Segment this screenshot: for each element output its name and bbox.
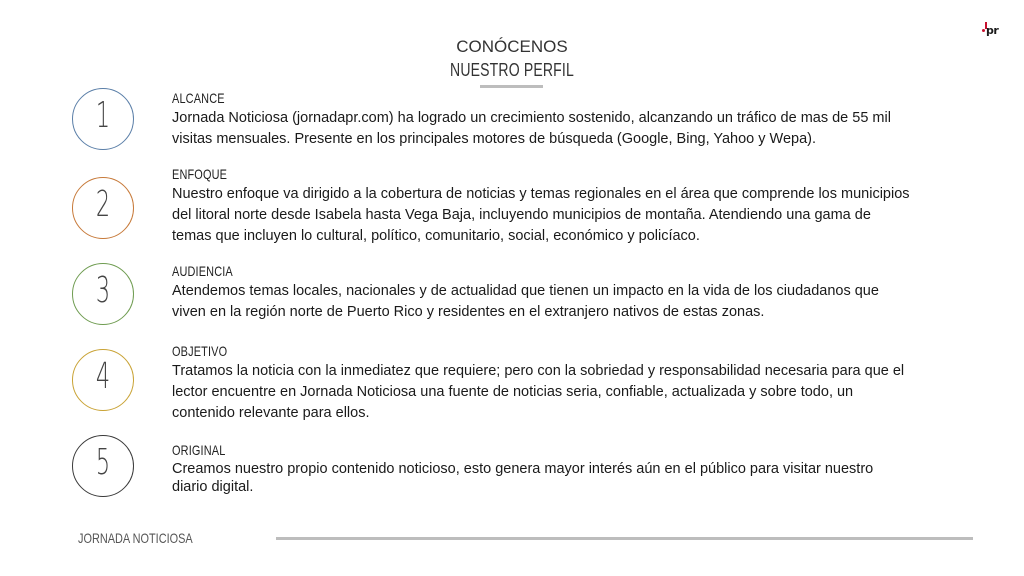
number-circle-1 [72,88,134,150]
body-line: visitas mensuales. Presente en los principales motores de búsqueda (Google, Bing, Yahoo y Wepa). [172,131,817,147]
section-audiencia [172,261,972,323]
circle-number: 3 [95,270,111,311]
body-line: del litoral norte desde Isabela hasta Vega Baja, incluyendo municipios de montaña. Atendiendo una gama de [172,207,871,223]
section-body [172,281,972,323]
body-line: temas que incluyen lo cultural, político, comunitario, social, económico y policíaco. [172,228,700,244]
body-line: Nuestro enfoque va dirigido a la cobertura de noticias y temas regionales en el área que comprende los municipios [172,186,910,202]
number-circle-4 [72,349,134,411]
section-heading: ALCANCE [172,90,225,106]
section-heading: ORIGINAL [172,442,226,458]
circle-number: 1 [95,95,111,136]
circle-number: 2 [95,184,111,225]
logo-dot [982,29,985,32]
footer-label: JORNADA NOTICIOSA [78,530,193,546]
body-line: Jornada Noticiosa (jornadapr.com) ha logrado un crecimiento sostenido, alcanzando un tráfico de mas de 55 mil [172,110,891,126]
body-line: Tratamos la noticia con la inmediatez que requiere; pero con la sobriedad y responsabilidad necesaria para que el [172,363,905,379]
section-enfoque [172,164,972,247]
number-circle-2 [72,177,134,239]
body-line: viven en la región norte de Puerto Rico y residentes en el extranjero nativos de estas zonas. [172,304,765,320]
page-title: CONÓCENOS [456,37,568,56]
section-heading: AUDIENCIA [172,263,233,279]
body-line: Atendemos temas locales, nacionales y de actualidad que tienen un impacto en la vida de los ciudadanos que [172,283,879,299]
section-original [172,440,972,496]
page-subtitle: NUESTRO PERFIL [450,60,574,80]
footer-divider [276,537,973,540]
section-heading: OBJETIVO [172,343,228,359]
body-line: lector encuentre en Jornada Noticiosa una fuente de noticias seria, confiable, actualizada y sobre todo, un [172,384,854,400]
section-alcance [172,88,972,150]
section-body [172,361,972,424]
number-circle-5 [72,435,134,497]
body-line: Creamos nuestro propio contenido noticioso, esto genera mayor interés aún en el público para visitar nuestro [172,461,874,477]
number-circle-3 [72,263,134,325]
body-line: diario digital. [172,479,254,495]
body-line: contenido relevante para ellos. [172,405,370,421]
circle-number: 4 [95,356,111,397]
section-heading: ENFOQUE [172,166,228,182]
section-objetivo [172,341,972,424]
section-body [172,460,972,496]
circle-number: 5 [95,442,111,483]
section-body [172,184,972,247]
logo-text: pr [986,24,999,37]
brand-logo [982,22,1004,38]
section-body [172,108,972,150]
